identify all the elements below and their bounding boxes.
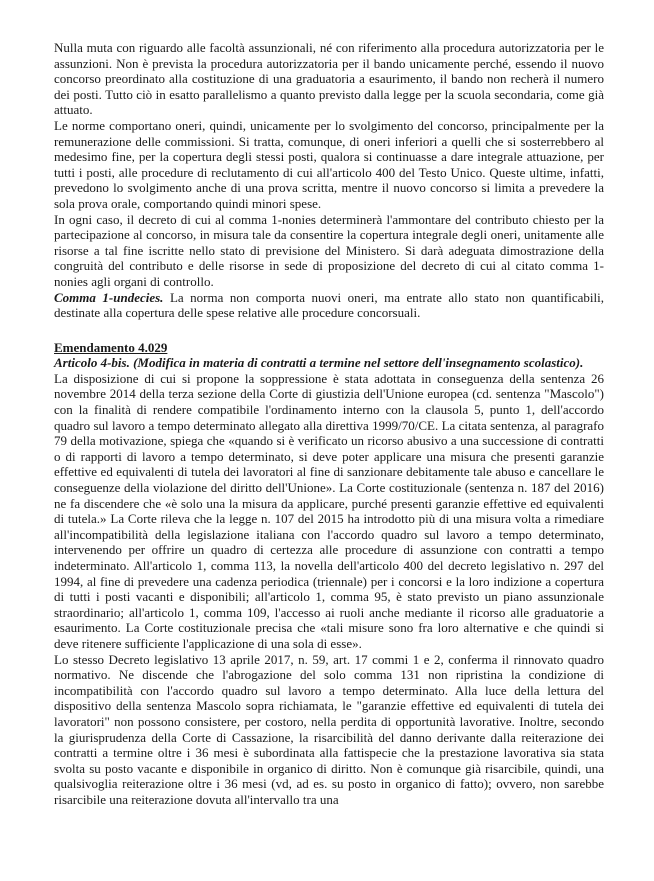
paragraph-sentenza-mascolo: La disposizione di cui si propone la soppressione è stata adottata in conseguenza della sentenza 26 novembre 2014 della terza sezione della Corte di giustizia dell'Unione europea (cd. sentenza "Mascolo") con la finalità di rendere compatibile l'ordinamento interno con la clausola 5, punto 1, dell'accordo quadro sul lavoro a tempo determinato allegato alla direttiva 1999/70/CE. La citata sentenza, al paragrafo 79 della motivazione, spiega che «quando si è verificato un ricorso abusivo a una successione di contratti o di rapporti di lavoro a tempo determinato, si deve poter applicare una misura che presenti garanzie effettive ed equivalenti di tutela dei lavoratori al fine di sanzionare debitamente tale abuso e cancellare le conseguenze della violazione del diritto dell'Unione». La Corte costituzionale (sentenza n. 187 del 2016) ne fa discendere che «è solo una la misura da applicare, purché presenti garanzie effettive ed equivalenti di tutela.» La Corte rileva che la legge n. 107 del 2015 ha introdotto più di una misura volta a rimediare all'incompatibilità della legislazione italiana con l'accordo quadro sul lavoro a tempo determinato, intervenendo per offrire un quadro di certezza alle procedure di assunzione con contratti a tempo indeterminato. All'articolo 1, comma 113, la novella dell'articolo 400 del decreto legislativo n. 297 del 1994, al fine di prevedere una cadenza periodica (triennale) per i concorsi e la loro indizione a copertura di tutti i posti vacanti e disponibili; all'articolo 1, comma 95, è stato previsto un piano assunzionale straordinario; all'articolo 1, comma 109, l'accesso ai ruoli anche mediante il ricorso alle graduatorie a esaurimento. La Corte costituzionale precisa che «tali misure sono fra loro alternative e che quindi si deve ritenere sufficiente l'applicazione di una sola di esse». — [54, 370, 604, 651]
section-gap — [54, 321, 604, 340]
article-title: Articolo 4-bis. (Modifica in materia di contratti a termine nel settore dell'insegnamento scolastico). — [54, 355, 584, 371]
document-page — [54, 40, 604, 808]
paragraph-decreto-contributo: In ogni caso, il decreto di cui al comma 1-nonies determinerà l'ammontare del contributo chiesto per la partecipazione al concorso, in misura tale da consentire la copertura integrale degli oneri, unitamente alle risorse a tal fine iscritte nello stato di previsione del Ministero. Si darà adeguata dimostrazione della congruità del contributo e delle risorse in sede di proposizione del decreto di cui al citato comma 1-nonies agli organi di controllo. — [54, 211, 604, 289]
paragraph-oneri: Le norme comportano oneri, quindi, unicamente per lo svolgimento del concorso, principalmente per la remunerazione delle commissioni. Si tratta, comunque, di oneri inferiori a quelli che si sosterrebbero al medesimo fine, per la copertura degli stessi posti, qualora si continuasse a dare integrale attuazione, per tutti i posti, alle procedure di reclutamento di cui all'articolo 400 del Testo Unico. Queste ultime, infatti, prevedono lo svolgimento anche di una prova scritta, mentre il nuovo concorso si limita a prevedere la sola prova orale, comportando quindi minori spese. — [54, 117, 604, 211]
paragraph-comma-undecies — [54, 290, 604, 321]
amendment-heading: Emendamento 4.029 — [54, 339, 168, 355]
comma-undecies-label: Comma 1-undecies. — [54, 289, 164, 305]
paragraph-decreto-legislativo: Lo stesso Decreto legislativo 13 aprile 2017, n. 59, art. 17 commi 1 e 2, conferma il rinnovato quadro normativo. Ne discende che l'abrogazione del solo comma 131 non ripristina la condizione di incompatibilità con l'accordo quadro sul lavoro a tempo determinato. Alla luce della lettura del dispositivo della sentenza Mascolo sopra richiamata, le "garanzie effettive ed equivalenti di tutela dei lavoratori" non possono consistere, per costoro, nella perdita di opportunità lavorative. Inoltre, secondo la giurisprudenza della Corte di Cassazione, la risarcibilità del danno derivante dalla reiterazione dei contratti a termine oltre i 36 mesi è subordinata alla fattispecie che la prestazione lavorativa sia stata svolta su posto vacante e disponibile in organico di diritto. Non è comunque già risarcibile, quindi, una qualsivoglia reiterazione oltre i 36 mesi (vd, ad es. su posto in organico di fatto); ovvero, non sarebbe risarcibile una reiterazione dovuta all'intervallo tra una — [54, 651, 604, 807]
paragraph-assunzioni: Nulla muta con riguardo alle facoltà assunzionali, né con riferimento alla procedura autorizzatoria per le assunzioni. Non è prevista la procedura autorizzatoria per il bando unicamente perché, essendo il nuovo concorso preordinato alla costituzione di una graduatoria a esaurimento, il bando non recherà il numero dei posti. Tutto ciò in esatto parallelismo a quanto previsto dalla legge per la scuola secondaria, come già attuato. — [54, 40, 604, 118]
comma-undecies-text: La norma non comporta nuovi oneri, ma entrate allo stato non quantificabili, destinate alla copertura delle spese relative alle procedure concorsuali. — [54, 289, 604, 321]
